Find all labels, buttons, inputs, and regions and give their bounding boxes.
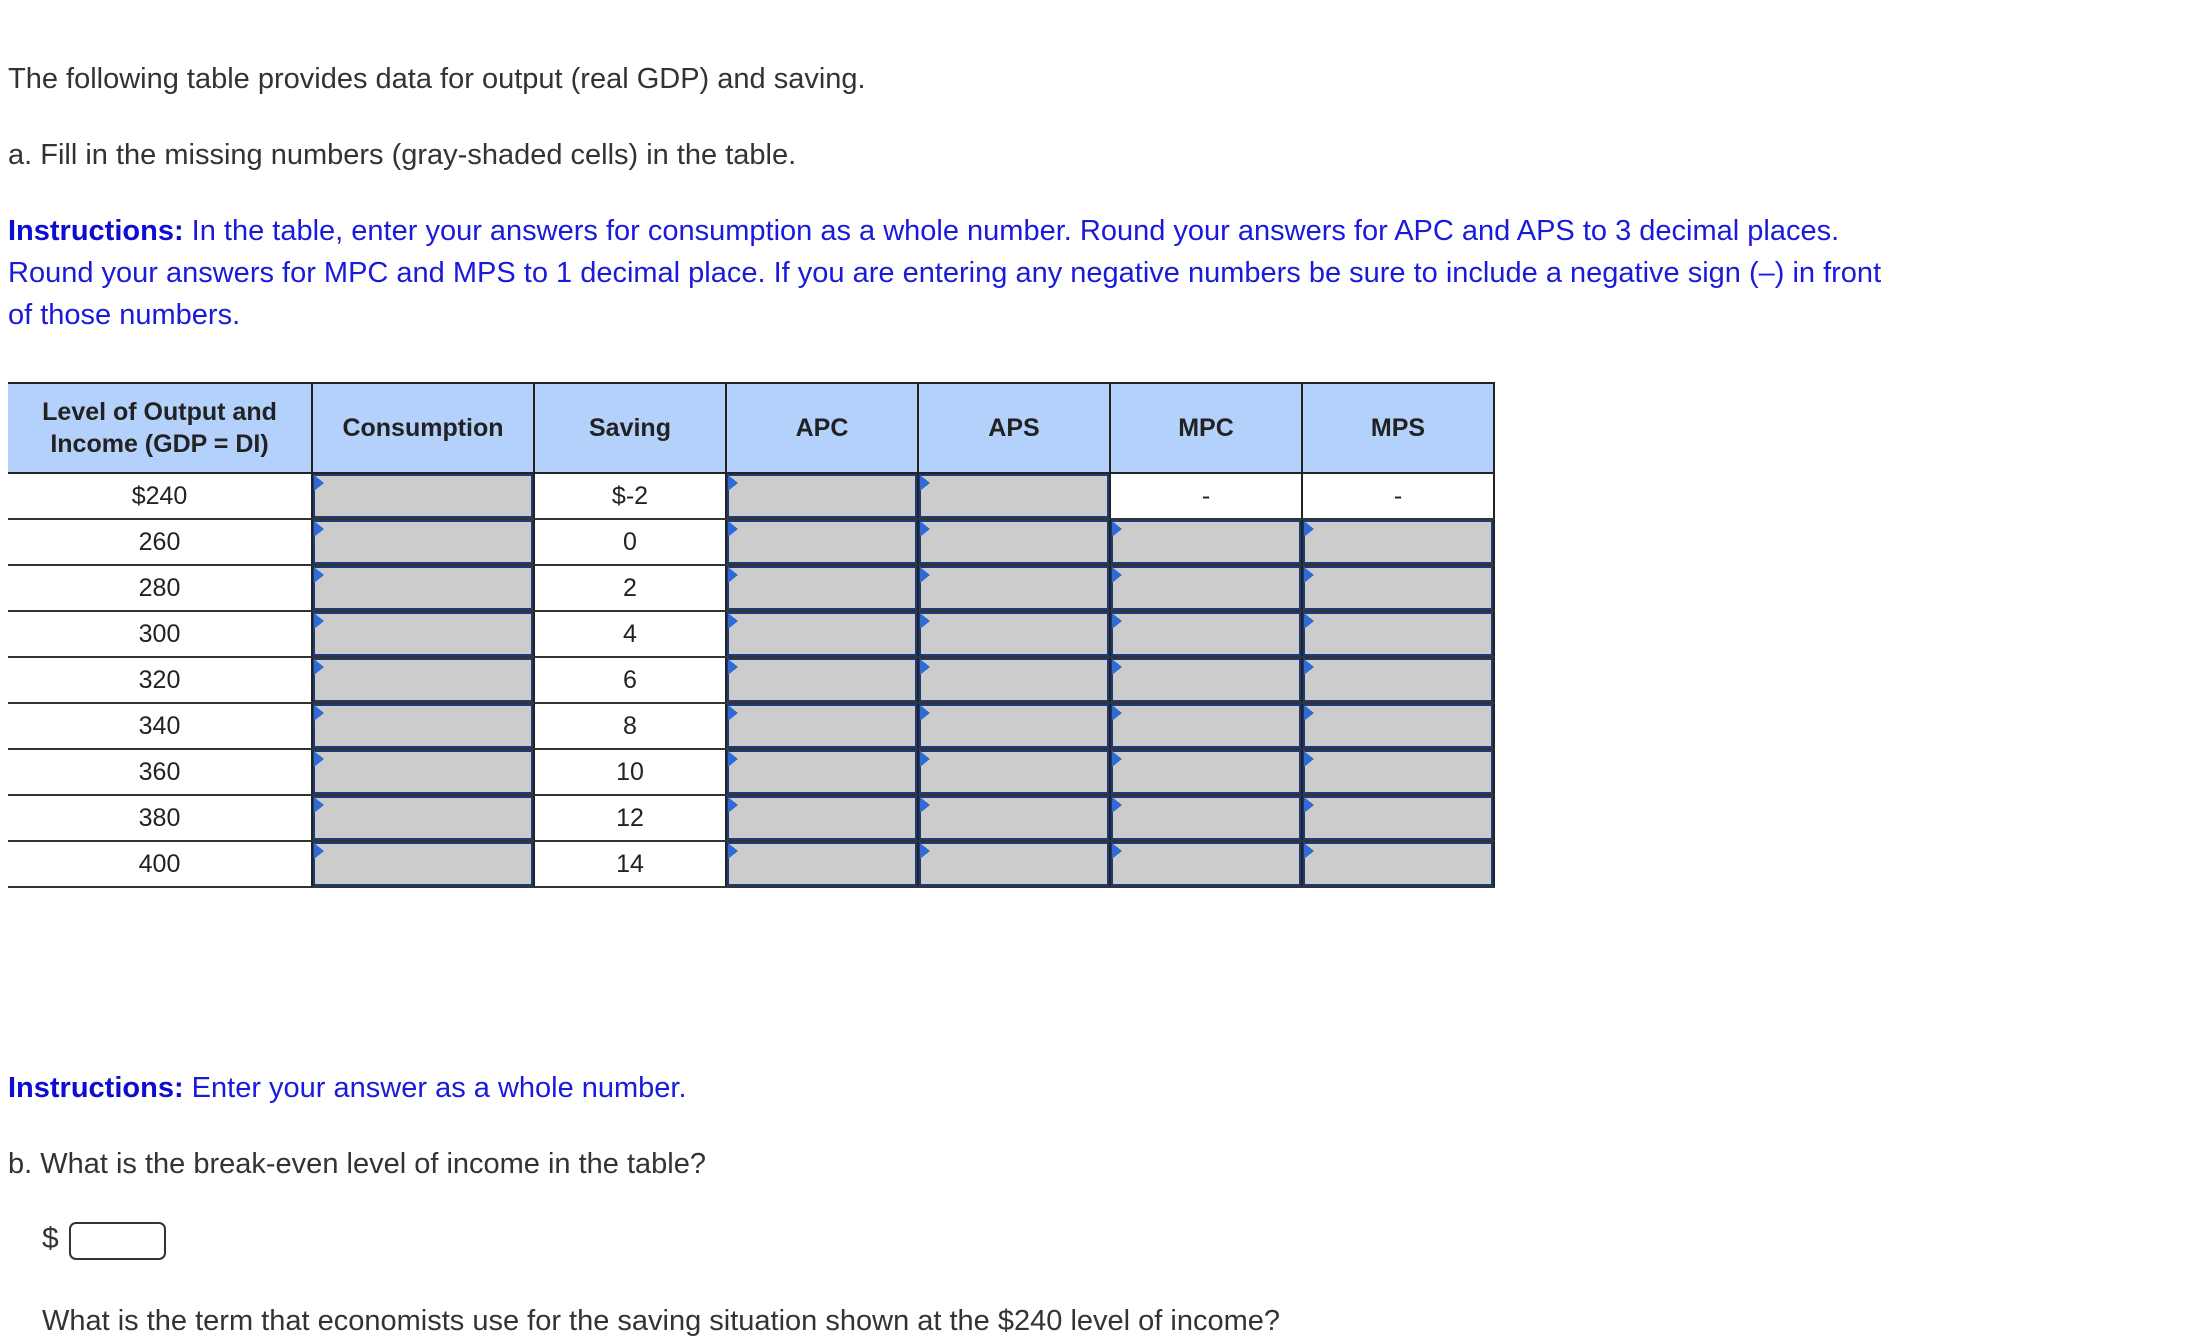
input-marker-icon [314,843,324,859]
consumption-input-cell[interactable] [312,657,534,703]
header-saving: Saving [534,383,726,473]
input-marker-icon [1112,843,1122,859]
consumption-input-cell[interactable] [312,703,534,749]
aps-input-cell[interactable] [918,657,1110,703]
apc-input-cell[interactable] [726,473,918,519]
input-marker-icon [920,797,930,813]
input-marker-icon [314,475,324,491]
mps-input-cell[interactable] [1302,795,1494,841]
input-marker-icon [314,613,324,629]
mpc-input-cell[interactable] [1110,657,1302,703]
break-even-income-input[interactable] [69,1222,166,1260]
input-marker-icon [728,521,738,537]
currency-symbol: $ [42,1222,59,1255]
saving-cell: 14 [534,841,726,887]
input-marker-icon [728,751,738,767]
table-row [8,657,1494,703]
aps-input-cell[interactable] [918,749,1110,795]
table-row [8,611,1494,657]
part-b-prompt: b. What is the break-even level of income in the table? [8,1148,706,1180]
mpc-input-cell[interactable] [1110,611,1302,657]
aps-input-cell[interactable] [918,795,1110,841]
mps-cell: - [1302,473,1494,519]
input-marker-icon [1112,659,1122,675]
mpc-input-cell[interactable] [1110,795,1302,841]
input-marker-icon [920,521,930,537]
input-marker-icon [314,705,324,721]
mps-input-cell[interactable] [1302,519,1494,565]
mpc-input-cell[interactable] [1110,519,1302,565]
instructions-label: Instructions: [8,1072,184,1104]
input-marker-icon [314,797,324,813]
consumption-input-cell[interactable] [312,519,534,565]
apc-input-cell[interactable] [726,703,918,749]
input-marker-icon [1304,613,1314,629]
input-marker-icon [1304,843,1314,859]
income-cell: 340 [8,703,312,749]
header-aps: APS [918,383,1110,473]
header-apc: APC [726,383,918,473]
saving-cell: 2 [534,565,726,611]
table-row [8,519,1494,565]
income-cell: 260 [8,519,312,565]
saving-cell: $-2 [534,473,726,519]
input-marker-icon [1112,705,1122,721]
input-marker-icon [920,751,930,767]
mpc-input-cell[interactable] [1110,841,1302,887]
saving-cell: 0 [534,519,726,565]
mpc-input-cell[interactable] [1110,703,1302,749]
consumption-input-cell[interactable] [312,795,534,841]
table-row [8,703,1494,749]
header-mpc: MPC [1110,383,1302,473]
income-cell: 400 [8,841,312,887]
aps-input-cell[interactable] [918,565,1110,611]
table-row [8,795,1494,841]
consumption-input-cell[interactable] [312,611,534,657]
instructions-text: Enter your answer as a whole number. [183,1072,687,1104]
apc-input-cell[interactable] [726,841,918,887]
input-marker-icon [314,567,324,583]
income-cell: 300 [8,611,312,657]
input-marker-icon [920,475,930,491]
mps-input-cell[interactable] [1302,611,1494,657]
saving-cell: 12 [534,795,726,841]
income-cell: $240 [8,473,312,519]
input-marker-icon [314,751,324,767]
input-marker-icon [1304,567,1314,583]
saving-table [8,382,1495,888]
input-marker-icon [1304,659,1314,675]
input-marker-icon [1304,521,1314,537]
table-row [8,749,1494,795]
mps-input-cell[interactable] [1302,749,1494,795]
saving-cell: 10 [534,749,726,795]
table-row [8,841,1494,887]
instructions-b [8,1067,687,1109]
part-a-prompt: a. Fill in the missing numbers (gray-shaded cells) in the table. [8,139,797,171]
header-consumption: Consumption [312,383,534,473]
instructions-label: Instructions: [8,215,184,247]
input-marker-icon [1112,751,1122,767]
aps-input-cell[interactable] [918,473,1110,519]
instructions-text: In the table, enter your answers for consumption as a whole number. Round your answers for APC and APS to 3 decimal places. Round your answers for MPC and MPS to 1 decimal place. If you are entering any negative numbers be sure to include a negative sign (–) in front of those numbers. [8,215,1882,331]
mpc-input-cell[interactable] [1110,749,1302,795]
mps-input-cell[interactable] [1302,841,1494,887]
input-marker-icon [1304,705,1314,721]
input-marker-icon [728,705,738,721]
input-marker-icon [920,843,930,859]
input-marker-icon [728,843,738,859]
income-cell: 320 [8,657,312,703]
part-c-prompt: What is the term that economists use for the saving situation shown at the $240 level of income? [42,1305,1280,1337]
apc-input-cell[interactable] [726,795,918,841]
input-marker-icon [728,797,738,813]
input-marker-icon [1112,797,1122,813]
intro-text: The following table provides data for output (real GDP) and saving. [8,63,866,95]
input-marker-icon [728,613,738,629]
mpc-cell: - [1110,473,1302,519]
header-mps: MPS [1302,383,1494,473]
input-marker-icon [728,567,738,583]
aps-input-cell[interactable] [918,611,1110,657]
input-marker-icon [920,705,930,721]
instructions-a [8,210,1898,336]
consumption-input-cell[interactable] [312,749,534,795]
apc-input-cell[interactable] [726,657,918,703]
apc-input-cell[interactable] [726,749,918,795]
table-header-row [8,383,1494,473]
input-marker-icon [920,567,930,583]
consumption-input-cell[interactable] [312,565,534,611]
input-marker-icon [1112,613,1122,629]
mpc-input-cell[interactable] [1110,565,1302,611]
table-row [8,565,1494,611]
income-cell: 280 [8,565,312,611]
aps-input-cell[interactable] [918,519,1110,565]
input-marker-icon [1112,521,1122,537]
apc-input-cell[interactable] [726,519,918,565]
saving-cell: 6 [534,657,726,703]
income-cell: 360 [8,749,312,795]
saving-cell: 8 [534,703,726,749]
input-marker-icon [728,475,738,491]
aps-input-cell[interactable] [918,703,1110,749]
mps-input-cell[interactable] [1302,657,1494,703]
mps-input-cell[interactable] [1302,703,1494,749]
input-marker-icon [920,613,930,629]
input-marker-icon [1112,567,1122,583]
apc-input-cell[interactable] [726,565,918,611]
saving-cell: 4 [534,611,726,657]
input-marker-icon [314,521,324,537]
header-income: Level of Output and Income (GDP = DI) [8,383,312,473]
table-row [8,473,1494,519]
income-cell: 380 [8,795,312,841]
input-marker-icon [1304,751,1314,767]
input-marker-icon [920,659,930,675]
input-marker-icon [314,659,324,675]
input-marker-icon [1304,797,1314,813]
input-marker-icon [728,659,738,675]
aps-input-cell[interactable] [918,841,1110,887]
mps-input-cell[interactable] [1302,565,1494,611]
apc-input-cell[interactable] [726,611,918,657]
consumption-input-cell[interactable] [312,841,534,887]
consumption-input-cell[interactable] [312,473,534,519]
